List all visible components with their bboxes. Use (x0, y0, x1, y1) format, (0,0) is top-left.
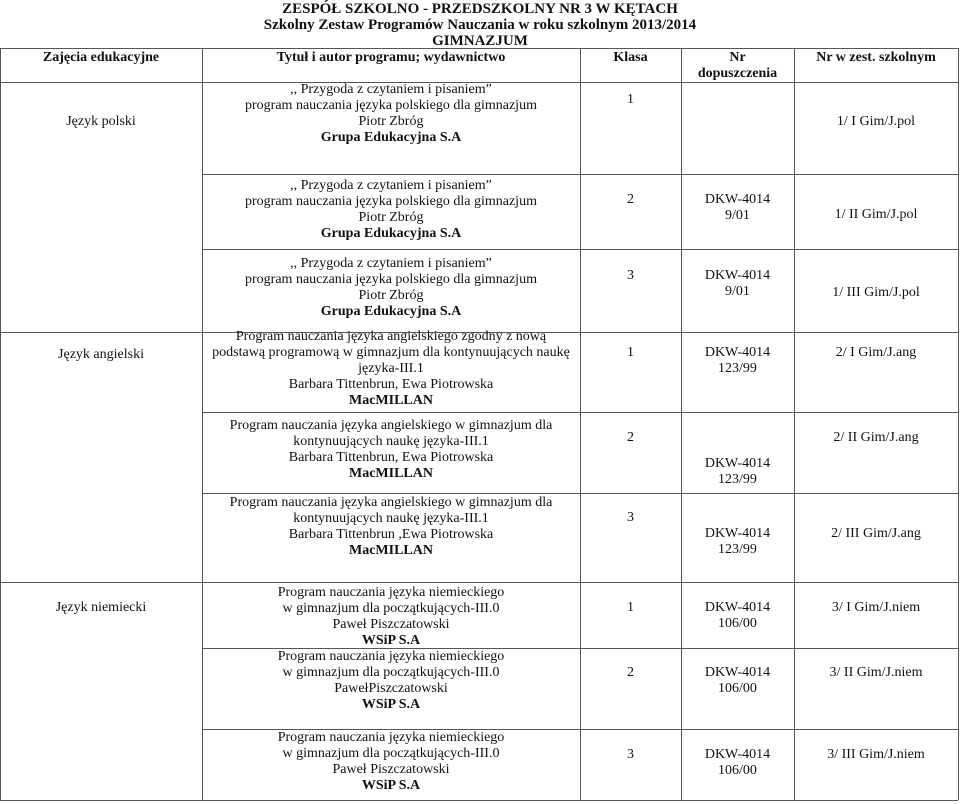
nr-line: 123/99 (718, 472, 757, 487)
header-program: Tytuł i autor programu; wydawnictwo (276, 50, 506, 65)
program-line: Barbara Tittenbrun, Ewa Piotrowska (288, 377, 494, 392)
publisher: MacMILLAN (349, 393, 433, 408)
program-cell (202, 178, 580, 242)
nr-line: DKW-4014 (704, 526, 771, 541)
divider (0, 582, 958, 583)
program-line: podstawą programową w gimnazjum dla kontynuujących naukę (212, 345, 570, 360)
program-line: w gimnazjum dla początkujących-III.0 (282, 601, 500, 616)
title-level: GIMNAZJUM (432, 33, 528, 49)
program-line: kontynuujących naukę języka-III.1 (293, 511, 489, 526)
publisher: WSiP S.A (361, 633, 421, 648)
klasa-cell: 2 (627, 192, 634, 207)
program-line: Program nauczania języka angielskiego zgodny z nową (235, 329, 547, 344)
divider (0, 48, 1, 800)
klasa-cell: 3 (627, 747, 634, 762)
nr-line: 106/00 (718, 681, 757, 696)
klasa-cell: 2 (627, 665, 634, 680)
klasa-cell: 1 (627, 600, 634, 615)
nr-line: 9/01 (725, 208, 750, 223)
klasa-cell: 1 (627, 345, 634, 360)
program-line: Paweł Piszczatowski (332, 617, 450, 632)
nr-line: 9/01 (725, 284, 750, 299)
program-cell (202, 82, 580, 146)
program-line: ,, Przygoda z czytaniem i pisaniem” (290, 82, 492, 97)
nr-line: DKW-4014 (704, 456, 771, 471)
publisher: WSiP S.A (361, 697, 421, 712)
klasa-cell: 3 (627, 510, 634, 525)
program-line: Program nauczania języka niemieckiego (277, 730, 505, 745)
program-line: Piotr Zbróg (358, 288, 424, 303)
program-line: ,, Przygoda z czytaniem i pisaniem” (290, 256, 492, 271)
subject-angielski: Język angielski (58, 347, 144, 362)
zest-cell: 2/ I Gim/J.ang (835, 345, 917, 360)
divider (794, 48, 795, 800)
program-line: Piotr Zbróg (358, 210, 424, 225)
nr-line: DKW-4014 (704, 600, 771, 615)
klasa-cell: 3 (627, 268, 634, 283)
header-klasa: Klasa (613, 50, 648, 65)
divider (0, 48, 958, 49)
klasa-cell: 1 (627, 92, 634, 107)
zest-cell: 2/ III Gim/J.ang (831, 526, 921, 541)
nr-line: DKW-4014 (704, 747, 771, 762)
header-subject: Zajęcia edukacyjne (42, 50, 160, 65)
program-line: w gimnazjum dla początkujących-III.0 (282, 746, 500, 761)
zest-cell: 1/ I Gim/J.pol (836, 114, 916, 129)
program-line: języka-III.1 (358, 361, 424, 376)
zest-cell: 3/ I Gim/J.niem (831, 600, 921, 615)
publisher: MacMILLAN (349, 466, 433, 481)
divider (0, 800, 958, 801)
nr-cell (681, 665, 794, 697)
nr-cell (681, 192, 794, 224)
program-line: Program nauczania języka angielskiego w gimnazjum dla (229, 495, 553, 510)
nr-cell (681, 345, 794, 377)
nr-cell (681, 456, 794, 488)
divider (958, 48, 959, 800)
nr-line: 106/00 (718, 616, 757, 631)
header-nr-line1: Nr (729, 50, 746, 65)
title-school: ZESPÓŁ SZKOLNO - PRZEDSZKOLNY NR 3 W KĘTACH (282, 1, 678, 17)
divider (580, 48, 581, 800)
nr-line: DKW-4014 (704, 665, 771, 680)
program-line: PawełPiszczatowski (334, 681, 448, 696)
nr-line: DKW-4014 (704, 268, 771, 283)
program-line: Program nauczania języka niemieckiego (277, 585, 505, 600)
nr-line: DKW-4014 (704, 345, 771, 360)
program-line: Barbara Tittenbrun, Ewa Piotrowska (288, 450, 494, 465)
subject-niemiecki: Język niemiecki (55, 600, 147, 615)
program-cell (202, 256, 580, 320)
publisher: WSiP S.A (361, 778, 421, 793)
program-line: Program nauczania języka angielskiego w gimnazjum dla (229, 418, 553, 433)
zest-cell: 3/ III Gim/J.niem (827, 747, 925, 762)
nr-cell (681, 747, 794, 779)
header-nr-dopuszczenia (681, 50, 794, 82)
program-cell (202, 495, 580, 559)
zest-cell: 2/ II Gim/J.ang (833, 430, 919, 445)
nr-line: 106/00 (718, 763, 757, 778)
header-nr-line2: dopuszczenia (697, 66, 778, 81)
program-line: program nauczania języka polskiego dla gimnazjum (245, 194, 537, 209)
program-line: program nauczania języka polskiego dla gimnazjum (245, 272, 537, 287)
program-line: Paweł Piszczatowski (332, 762, 450, 777)
nr-line: 123/99 (718, 542, 757, 557)
publisher: Grupa Edukacyjna S.A (320, 304, 462, 319)
program-line: w gimnazjum dla początkujących-III.0 (282, 665, 500, 680)
program-line: Piotr Zbróg (358, 114, 424, 129)
nr-line: 123/99 (718, 361, 757, 376)
nr-cell (681, 268, 794, 300)
zest-cell: 1/ II Gim/J.pol (834, 207, 918, 222)
nr-line: DKW-4014 (704, 192, 771, 207)
publisher: Grupa Edukacyjna S.A (320, 130, 462, 145)
nr-cell (681, 600, 794, 632)
program-line: ,, Przygoda z czytaniem i pisaniem” (290, 178, 492, 193)
title-subtitle: Szkolny Zestaw Programów Nauczania w roku szkolnym 2013/2014 (263, 17, 697, 33)
publisher: Grupa Edukacyjna S.A (320, 226, 462, 241)
klasa-cell: 2 (627, 430, 634, 445)
publisher: MacMILLAN (349, 543, 433, 558)
zest-cell: 3/ II Gim/J.niem (829, 665, 923, 680)
program-cell (202, 585, 580, 649)
program-line: program nauczania języka polskiego dla gimnazjum (245, 98, 537, 113)
program-line: Program nauczania języka niemieckiego (277, 649, 505, 664)
program-line: kontynuujących naukę języka-III.1 (293, 434, 489, 449)
zest-cell: 1/ III Gim/J.pol (832, 285, 920, 300)
subject-polski: Język polski (66, 114, 136, 129)
program-line: Barbara Tittenbrun ,Ewa Piotrowska (288, 527, 494, 542)
nr-cell (681, 526, 794, 558)
program-cell (202, 649, 580, 713)
program-cell (202, 730, 580, 794)
program-cell (202, 329, 580, 409)
program-cell (202, 418, 580, 482)
header-zest: Nr w zest. szkolnym (816, 50, 936, 65)
